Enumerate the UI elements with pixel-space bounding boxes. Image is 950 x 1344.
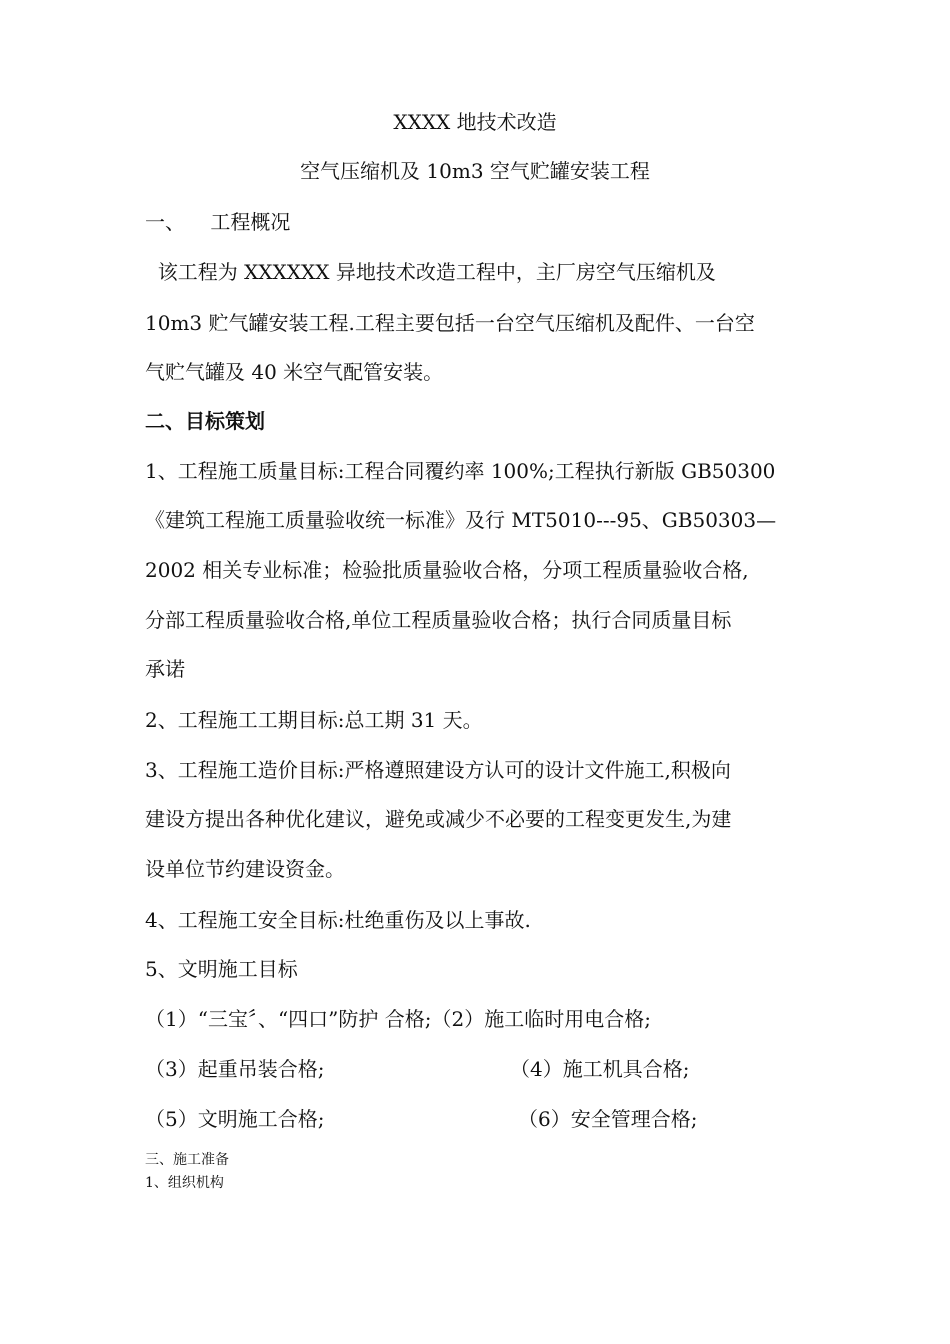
civilized-goal-line: （1）“三宝〞、“四口”防护 合格;（2）施工临时用电合格; [145,1007,651,1031]
organization-heading: 1、组织机构 [145,1175,224,1191]
quality-goal-line: 承诺 [145,657,185,681]
section-1-paragraph-line: 该工程为 XXXXXX 异地技术改造工程中，主厂房空气压缩机及 [145,260,716,284]
civilized-goal-item: （4）施工机具合格; [510,1057,690,1081]
civilized-goal-heading: 5、文明施工目标 [145,957,298,981]
quality-goal-line: 1、工程施工质量目标:工程合同覆约率 100%;工程执行新版 GB50300 [145,459,776,483]
title-line-2: 空气压缩机及 10m3 空气贮罐安装工程 [300,159,650,183]
civilized-goal-item: （3）起重吊装合格; [145,1057,325,1081]
section-3-heading: 三、施工准备 [145,1152,229,1168]
civilized-goal-item: （6）安全管理合格; [518,1107,698,1131]
section-1-paragraph-line: 气贮气罐及 40 米空气配管安装。 [145,360,444,384]
civilized-goal-item: （5）文明施工合格; [145,1107,325,1131]
safety-goal: 4、工程施工安全目标:杜绝重伤及以上事故. [145,908,531,932]
title-line-1: XXXX 地技术改造 [393,110,557,134]
quality-goal-line: 2002 相关专业标准；检验批质量验收合格，分项工程质量验收合格, [145,558,749,582]
schedule-goal: 2、工程施工工期目标:总工期 31 天。 [145,708,483,732]
cost-goal-line: 3、工程施工造价目标:严格遵照建设方认可的设计文件施工,积极向 [145,758,731,782]
section-1-heading: 一、 工程概况 [145,210,291,234]
cost-goal-line: 设单位节约建设资金。 [145,857,345,881]
quality-goal-line: 分部工程质量验收合格,单位工程质量验收合格；执行合同质量目标 [145,608,732,632]
section-2-heading: 二、目标策划 [145,409,265,433]
quality-goal-line: 《建筑工程施工质量验收统一标准》及行 MT5010---95、GB50303— [145,508,777,532]
section-1-paragraph-line: 10m3 贮气罐安装工程.工程主要包括一台空气压缩机及配件、一台空 [145,311,755,335]
cost-goal-line: 建设方提出各种优化建议，避免或减少不必要的工程变更发生,为建 [145,807,732,831]
